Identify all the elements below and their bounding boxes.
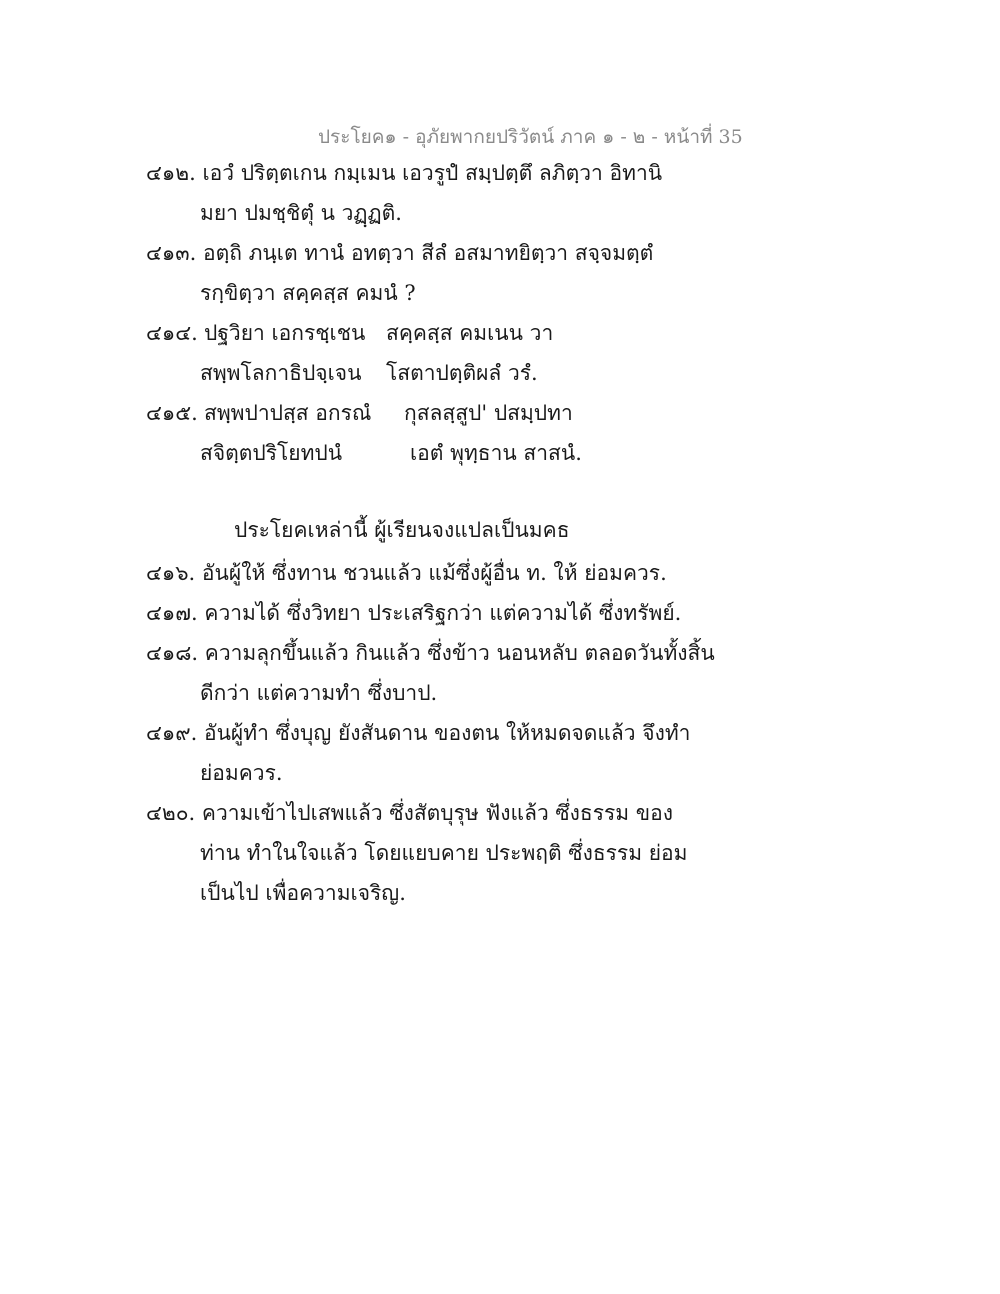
verse-414-row-1-left: ปฐวิยา เอกรชฺเชน xyxy=(204,321,366,345)
item-418-line-1 xyxy=(146,643,715,664)
item-number: ๔๑๓. xyxy=(146,241,197,265)
item-number: ๔๑๒. xyxy=(146,161,196,185)
item-412-line-1 xyxy=(146,163,662,184)
item-418-line-2: ดีกว่า แต่ความทำ ซึ่งบาป. xyxy=(200,681,438,705)
item-text: ความลุกขึ้นแล้ว กินแล้ว ซึ่งข้าว นอนหลับ ตลอดวันทั้งสิ้น xyxy=(204,641,715,665)
item-417-line-1 xyxy=(146,603,681,624)
item-text: ความได้ ซึ่งวิทยา ประเสริฐกว่า แต่ความได้ ซึ่งทรัพย์. xyxy=(204,601,682,625)
item-420-line-1 xyxy=(146,803,673,824)
item-number: ๔๑๙. xyxy=(146,721,198,745)
verse-414-row-2-right: โสตาปตฺติผลํ วรํ. xyxy=(386,361,538,385)
item-text: อันผู้ให้ ซึ่งทาน ชวนแล้ว แม้ซึ่งผู้อื่น ท. ให้ ย่อมควร. xyxy=(201,561,667,585)
item-416-line-1 xyxy=(146,563,667,584)
verse-414-row-1-right: สคฺคสฺส คมเนน วา xyxy=(386,321,554,345)
item-number: ๔๑๖. xyxy=(146,561,196,585)
item-text: อันผู้ทำ ซึ่งบุญ ยังสันดาน ของตน ให้หมดจดแล้ว จึงทำ xyxy=(203,721,691,745)
verse-415-number: ๔๑๕. xyxy=(146,401,198,425)
item-number: ๔๑๘. xyxy=(146,641,199,665)
item-412-line-2: มยา ปมชฺชิตุํ น วฏฺฏติ. xyxy=(200,201,402,225)
item-text: อตฺถิ ภนฺเต ทานํ อทตฺวา สีลํ อสมาทยิตฺวา สจฺจมตฺตํ xyxy=(202,241,654,265)
item-413-line-2: รกฺขิตฺวา สคฺคสฺส คมนํ ? xyxy=(200,281,416,305)
item-number: ๔๒๐. xyxy=(146,801,196,825)
item-text: ความเข้าไปเสพแล้ว ซึ่งสัตบุรุษ ฟังแล้ว ซึ่งธรรม ของ xyxy=(201,801,674,825)
verse-414-number: ๔๑๔. xyxy=(146,321,198,345)
verse-415-row-2-left: สจิตฺตปริโยทปนํ xyxy=(200,441,343,465)
verse-415-row-1-right: กุสลสฺสูป' ปสมฺปทา xyxy=(404,401,573,425)
running-header: ประโยค๑ - อุภัยพากยปริวัตน์ ภาค ๑ - ๒ - หน้าที่ 35 xyxy=(318,126,743,148)
item-419-line-1 xyxy=(146,723,690,744)
item-419-line-2: ย่อมควร. xyxy=(200,761,283,785)
item-420-line-2: ท่าน ทำในใจแล้ว โดยแยบคาย ประพฤติ ซึ่งธรรม ย่อม xyxy=(200,841,688,865)
section-heading: ประโยคเหล่านี้ ผู้เรียนจงแปลเป็นมคธ xyxy=(234,518,570,542)
verse-414-row-2-left: สพฺพโลกาธิปจฺเจน xyxy=(200,361,362,385)
item-text: เอวํ ปริตฺตเกน กมฺเมน เอวรูปํ สมฺปตฺตึ ลภิตฺวา อิทานิ xyxy=(202,161,663,185)
item-number: ๔๑๗. xyxy=(146,601,198,625)
item-420-line-3: เป็นไป เพื่อความเจริญ. xyxy=(200,881,406,905)
verse-415-row-1-left: สพฺพปาปสฺส อกรณํ xyxy=(204,401,372,425)
item-413-line-1 xyxy=(146,243,653,264)
verse-415-row-2-right: เอตํ พุทฺธาน สาสนํ. xyxy=(410,441,582,465)
